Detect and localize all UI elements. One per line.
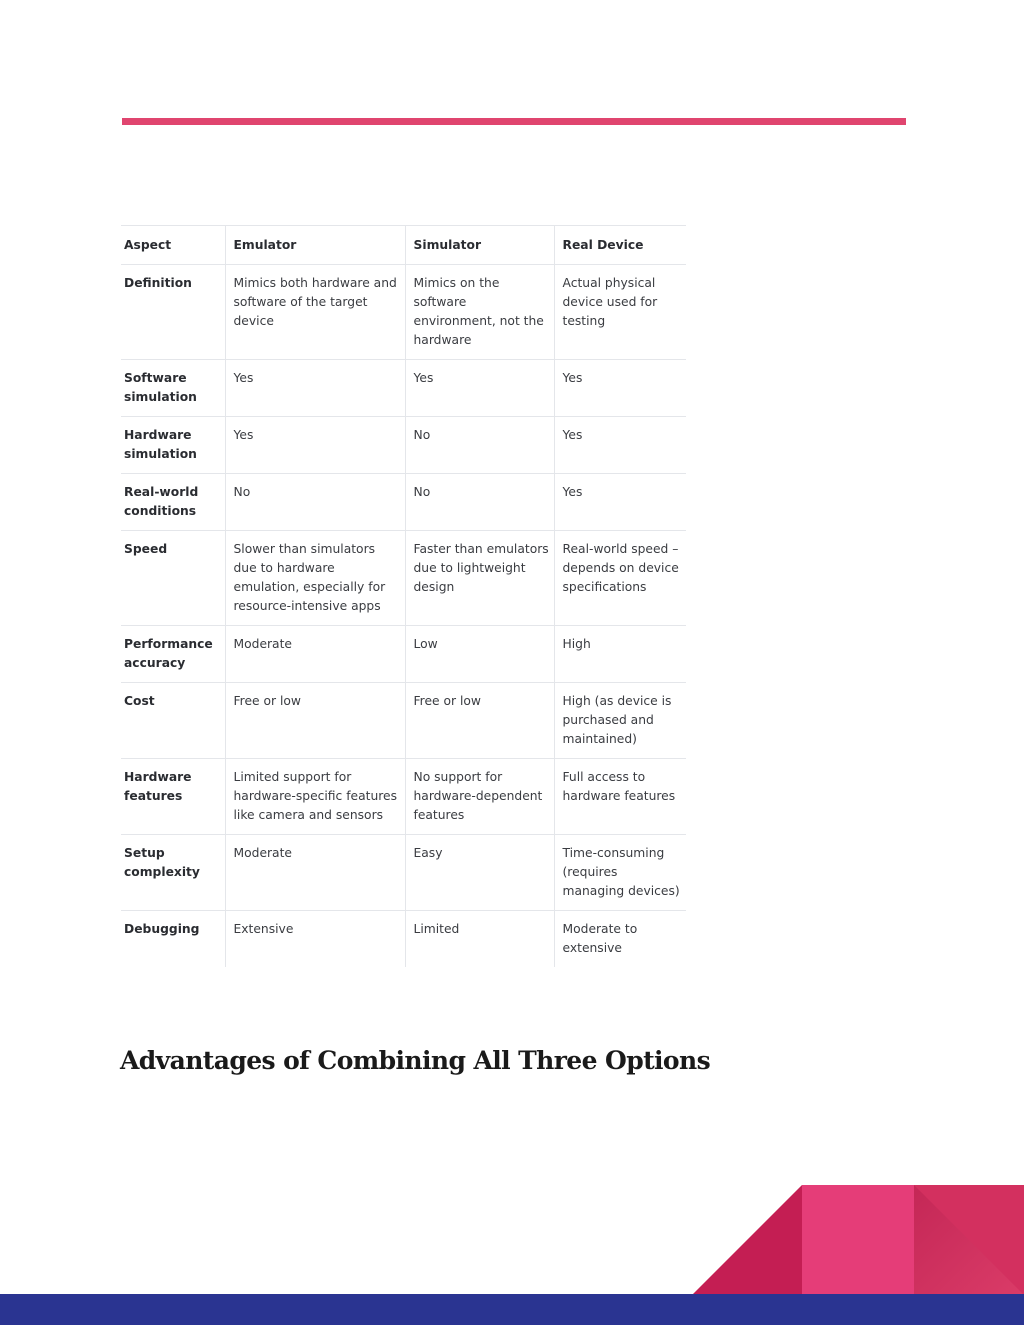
table-row bbox=[121, 474, 686, 531]
real-device-cell: Yes bbox=[554, 417, 686, 474]
real-device-cell: Yes bbox=[554, 360, 686, 417]
row-aspect-cell: Hardware simulation bbox=[121, 417, 225, 474]
row-aspect-cell: Real-world conditions bbox=[121, 474, 225, 531]
table-header-row bbox=[121, 226, 686, 265]
corner-decoration bbox=[690, 1185, 1024, 1295]
emulator-cell: Extensive bbox=[225, 911, 405, 968]
row-aspect-cell: Definition bbox=[121, 265, 225, 360]
emulator-cell: Mimics both hardware and software of the target device bbox=[225, 265, 405, 360]
table-row bbox=[121, 531, 686, 626]
top-accent-rule bbox=[122, 118, 906, 125]
table-row bbox=[121, 360, 686, 417]
table-row bbox=[121, 683, 686, 759]
real-device-cell: Time-consuming (requires managing devices) bbox=[554, 835, 686, 911]
table-row bbox=[121, 626, 686, 683]
real-device-cell: High bbox=[554, 626, 686, 683]
table-row bbox=[121, 265, 686, 360]
real-device-cell: Real-world speed – depends on device specifications bbox=[554, 531, 686, 626]
emulator-cell: Free or low bbox=[225, 683, 405, 759]
column-header-real-device: Real Device bbox=[554, 226, 686, 265]
emulator-cell: Yes bbox=[225, 360, 405, 417]
simulator-cell: No support for hardware-dependent features bbox=[405, 759, 554, 835]
section-heading: Advantages of Combining All Three Options bbox=[120, 1046, 711, 1075]
column-header-emulator: Emulator bbox=[225, 226, 405, 265]
corner-mid-block bbox=[802, 1185, 914, 1295]
simulator-cell: Yes bbox=[405, 360, 554, 417]
row-aspect-cell: Hardware features bbox=[121, 759, 225, 835]
simulator-cell: Mimics on the software environment, not the hardware bbox=[405, 265, 554, 360]
bottom-band bbox=[0, 1294, 1024, 1325]
table-row bbox=[121, 417, 686, 474]
real-device-cell: Actual physical device used for testing bbox=[554, 265, 686, 360]
comparison-table bbox=[121, 225, 686, 967]
row-aspect-cell: Software simulation bbox=[121, 360, 225, 417]
real-device-cell: Yes bbox=[554, 474, 686, 531]
simulator-cell: No bbox=[405, 417, 554, 474]
simulator-cell: Easy bbox=[405, 835, 554, 911]
emulator-cell: Moderate bbox=[225, 626, 405, 683]
column-header-simulator: Simulator bbox=[405, 226, 554, 265]
simulator-cell: No bbox=[405, 474, 554, 531]
table-row bbox=[121, 911, 686, 968]
simulator-cell: Free or low bbox=[405, 683, 554, 759]
row-aspect-cell: Setup complexity bbox=[121, 835, 225, 911]
row-aspect-cell: Debugging bbox=[121, 911, 225, 968]
emulator-cell: Slower than simulators due to hardware emulation, especially for resource-intensive apps bbox=[225, 531, 405, 626]
row-aspect-cell: Speed bbox=[121, 531, 225, 626]
simulator-cell: Faster than emulators due to lightweight design bbox=[405, 531, 554, 626]
real-device-cell: Full access to hardware features bbox=[554, 759, 686, 835]
emulator-cell: No bbox=[225, 474, 405, 531]
column-header-aspect: Aspect bbox=[121, 226, 225, 265]
emulator-cell: Limited support for hardware-specific features like camera and sensors bbox=[225, 759, 405, 835]
row-aspect-cell: Cost bbox=[121, 683, 225, 759]
simulator-cell: Limited bbox=[405, 911, 554, 968]
real-device-cell: Moderate to extensive bbox=[554, 911, 686, 968]
real-device-cell: High (as device is purchased and maintained) bbox=[554, 683, 686, 759]
table-row bbox=[121, 759, 686, 835]
emulator-cell: Yes bbox=[225, 417, 405, 474]
table-row bbox=[121, 835, 686, 911]
row-aspect-cell: Performance accuracy bbox=[121, 626, 225, 683]
simulator-cell: Low bbox=[405, 626, 554, 683]
corner-dark-triangle bbox=[692, 1185, 802, 1295]
emulator-cell: Moderate bbox=[225, 835, 405, 911]
